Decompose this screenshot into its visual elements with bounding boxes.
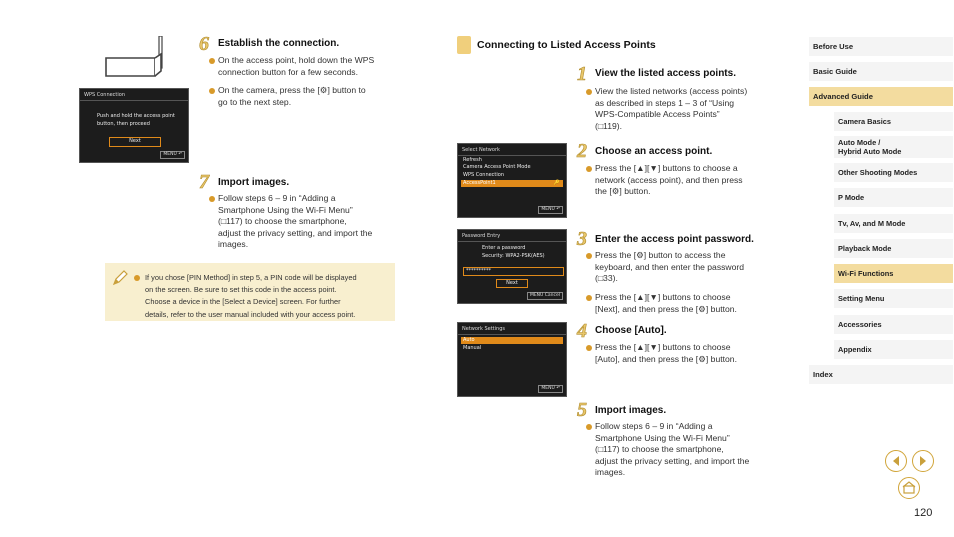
lcd-next-button: Next [109, 137, 161, 147]
sidebar-item-auto-mode[interactable]: Auto Mode / Hybrid Auto Mode [834, 136, 953, 158]
home-button[interactable] [898, 477, 920, 499]
bullet-dot-icon [586, 424, 592, 430]
sidebar-item-advanced-guide[interactable]: Advanced Guide [809, 87, 953, 106]
step-4-title: Choose [Auto]. [595, 325, 667, 336]
step-number-1: 1 [577, 63, 587, 85]
step-number-4: 4 [577, 320, 587, 342]
step-3-title: Enter the access point password. [595, 234, 754, 245]
step-1-title: View the listed access points. [595, 68, 736, 79]
lcd-row: Manual [463, 345, 482, 351]
sidebar-item-before-use[interactable]: Before Use [809, 37, 953, 56]
sidebar-item-appendix[interactable]: Appendix [834, 340, 953, 359]
lcd-title: Password Entry [462, 233, 501, 239]
lcd-password-field: ********** [463, 267, 564, 276]
lcd-row: WPS Connection [463, 172, 505, 178]
step-number-2: 2 [577, 140, 587, 162]
lcd-menu-back: MENU ↶ [538, 206, 563, 214]
lcd-menu-back: MENU ↶ [160, 151, 185, 159]
arrow-left-icon [889, 454, 903, 468]
access-point-illustration [103, 36, 165, 78]
sidebar-item-wifi-functions[interactable]: Wi-Fi Functions [834, 264, 953, 283]
step-number-6: 6 [199, 33, 209, 55]
step-1-bullet-1: View the listed networks (access points) as described in steps 1 – 3 of “Using WPS-Compatible Access Points” (□119). [595, 86, 780, 132]
pencil-icon [111, 269, 129, 287]
lcd-title: Select Network [462, 147, 500, 153]
step-5-bullet-1: Follow steps 6 – 9 in “Adding a Smartphone Using the Wi-Fi Menu” (□117) to choose the smartphone, adjust the privacy setting, and import the images. [595, 421, 780, 479]
step-number-7: 7 [199, 171, 209, 193]
sidebar-item-setting-menu[interactable]: Setting Menu [834, 289, 953, 308]
lcd-title: WPS Connection [84, 92, 126, 98]
step-2-title: Choose an access point. [595, 146, 713, 157]
key-icon: 🔑 [553, 180, 560, 186]
bullet-dot-icon [209, 196, 215, 202]
step-3-bullet-2: Press the [▲][▼] buttons to choose [Next], and then press the [⚙] button. [595, 292, 780, 315]
lcd-menu-back: MENU ↶ [538, 385, 563, 393]
previous-page-button[interactable] [885, 450, 907, 472]
bullet-dot-icon [586, 253, 592, 259]
lcd-row: Refresh [463, 157, 482, 163]
lcd-message: Push and hold the access point button, then proceed [97, 113, 175, 127]
page-number: 120 [914, 507, 933, 519]
arrow-right-icon [916, 454, 930, 468]
note-text: If you chose [PIN Method] in step 5, a PIN code will be displayed on the screen. Be sure to set this code in the access point. Choose a device in the [Select a Device] screen. For further details, refer to the user manual included with your access point. [145, 273, 357, 319]
step-4-bullet-1: Press the [▲][▼] buttons to choose [Auto], and then press the [⚙] button. [595, 342, 780, 365]
lcd-row-selected: AccessPoint1 🔑 [461, 180, 563, 187]
sidebar-item-playback-mode[interactable]: Playback Mode [834, 239, 953, 258]
step-2-bullet-1: Press the [▲][▼] buttons to choose a network (access point), and then press the [⚙] button. [595, 163, 780, 198]
step-6-title: Establish the connection. [218, 38, 340, 49]
lcd-prompt: Enter a password Security: WPA2-PSK(AES) [482, 245, 545, 259]
sidebar-item-other-shooting-modes[interactable]: Other Shooting Modes [834, 163, 953, 182]
bullet-dot-icon [586, 295, 592, 301]
step-number-3: 3 [577, 228, 587, 250]
note-box [105, 263, 395, 321]
next-page-button[interactable] [912, 450, 934, 472]
sidebar-item-tv-av-m-mode[interactable]: Tv, Av, and M Mode [834, 214, 953, 233]
step-7-bullet-1: Follow steps 6 – 9 in “Adding a Smartphone Using the Wi-Fi Menu” (□117) to choose the smartphone, adjust the privacy setting, and import the images. [218, 193, 403, 251]
sidebar-item-basic-guide[interactable]: Basic Guide [809, 62, 953, 81]
bullet-dot-icon [586, 89, 592, 95]
step-7-title: Import images. [218, 177, 290, 188]
section-icon [457, 36, 471, 54]
lcd-password-entry [457, 229, 567, 304]
lcd-row-selected: Auto [461, 337, 563, 344]
sidebar-item-p-mode[interactable]: P Mode [834, 188, 953, 207]
bullet-dot-icon [134, 275, 140, 281]
lcd-title: Network Settings [462, 326, 505, 332]
lcd-network-settings [457, 322, 567, 397]
bullet-dot-icon [586, 166, 592, 172]
step-3-bullet-1: Press the [⚙] button to access the keyboard, and then enter the password (□33). [595, 250, 780, 285]
lcd-wps-connection [79, 88, 189, 163]
sidebar-item-index[interactable]: Index [809, 365, 953, 384]
bullet-dot-icon [209, 88, 215, 94]
bullet-dot-icon [586, 345, 592, 351]
step-number-5: 5 [577, 399, 587, 421]
bullet-dot-icon [209, 58, 215, 64]
sidebar-item-accessories[interactable]: Accessories [834, 315, 953, 334]
access-point-icon [103, 36, 165, 78]
step-6-bullet-2: On the camera, press the [⚙] button to go to the next step. [218, 85, 403, 108]
home-icon [902, 481, 916, 495]
step-6-bullet-1: On the access point, hold down the WPS connection button for a few seconds. [218, 55, 403, 78]
section-title: Connecting to Listed Access Points [477, 39, 656, 51]
lcd-menu-cancel: MENU Cancel [527, 292, 563, 300]
lcd-select-network [457, 143, 567, 218]
step-5-title: Import images. [595, 405, 667, 416]
lcd-row: Camera Access Point Mode [463, 164, 531, 170]
lcd-next-button: Next [496, 279, 528, 288]
sidebar-item-camera-basics[interactable]: Camera Basics [834, 112, 953, 131]
